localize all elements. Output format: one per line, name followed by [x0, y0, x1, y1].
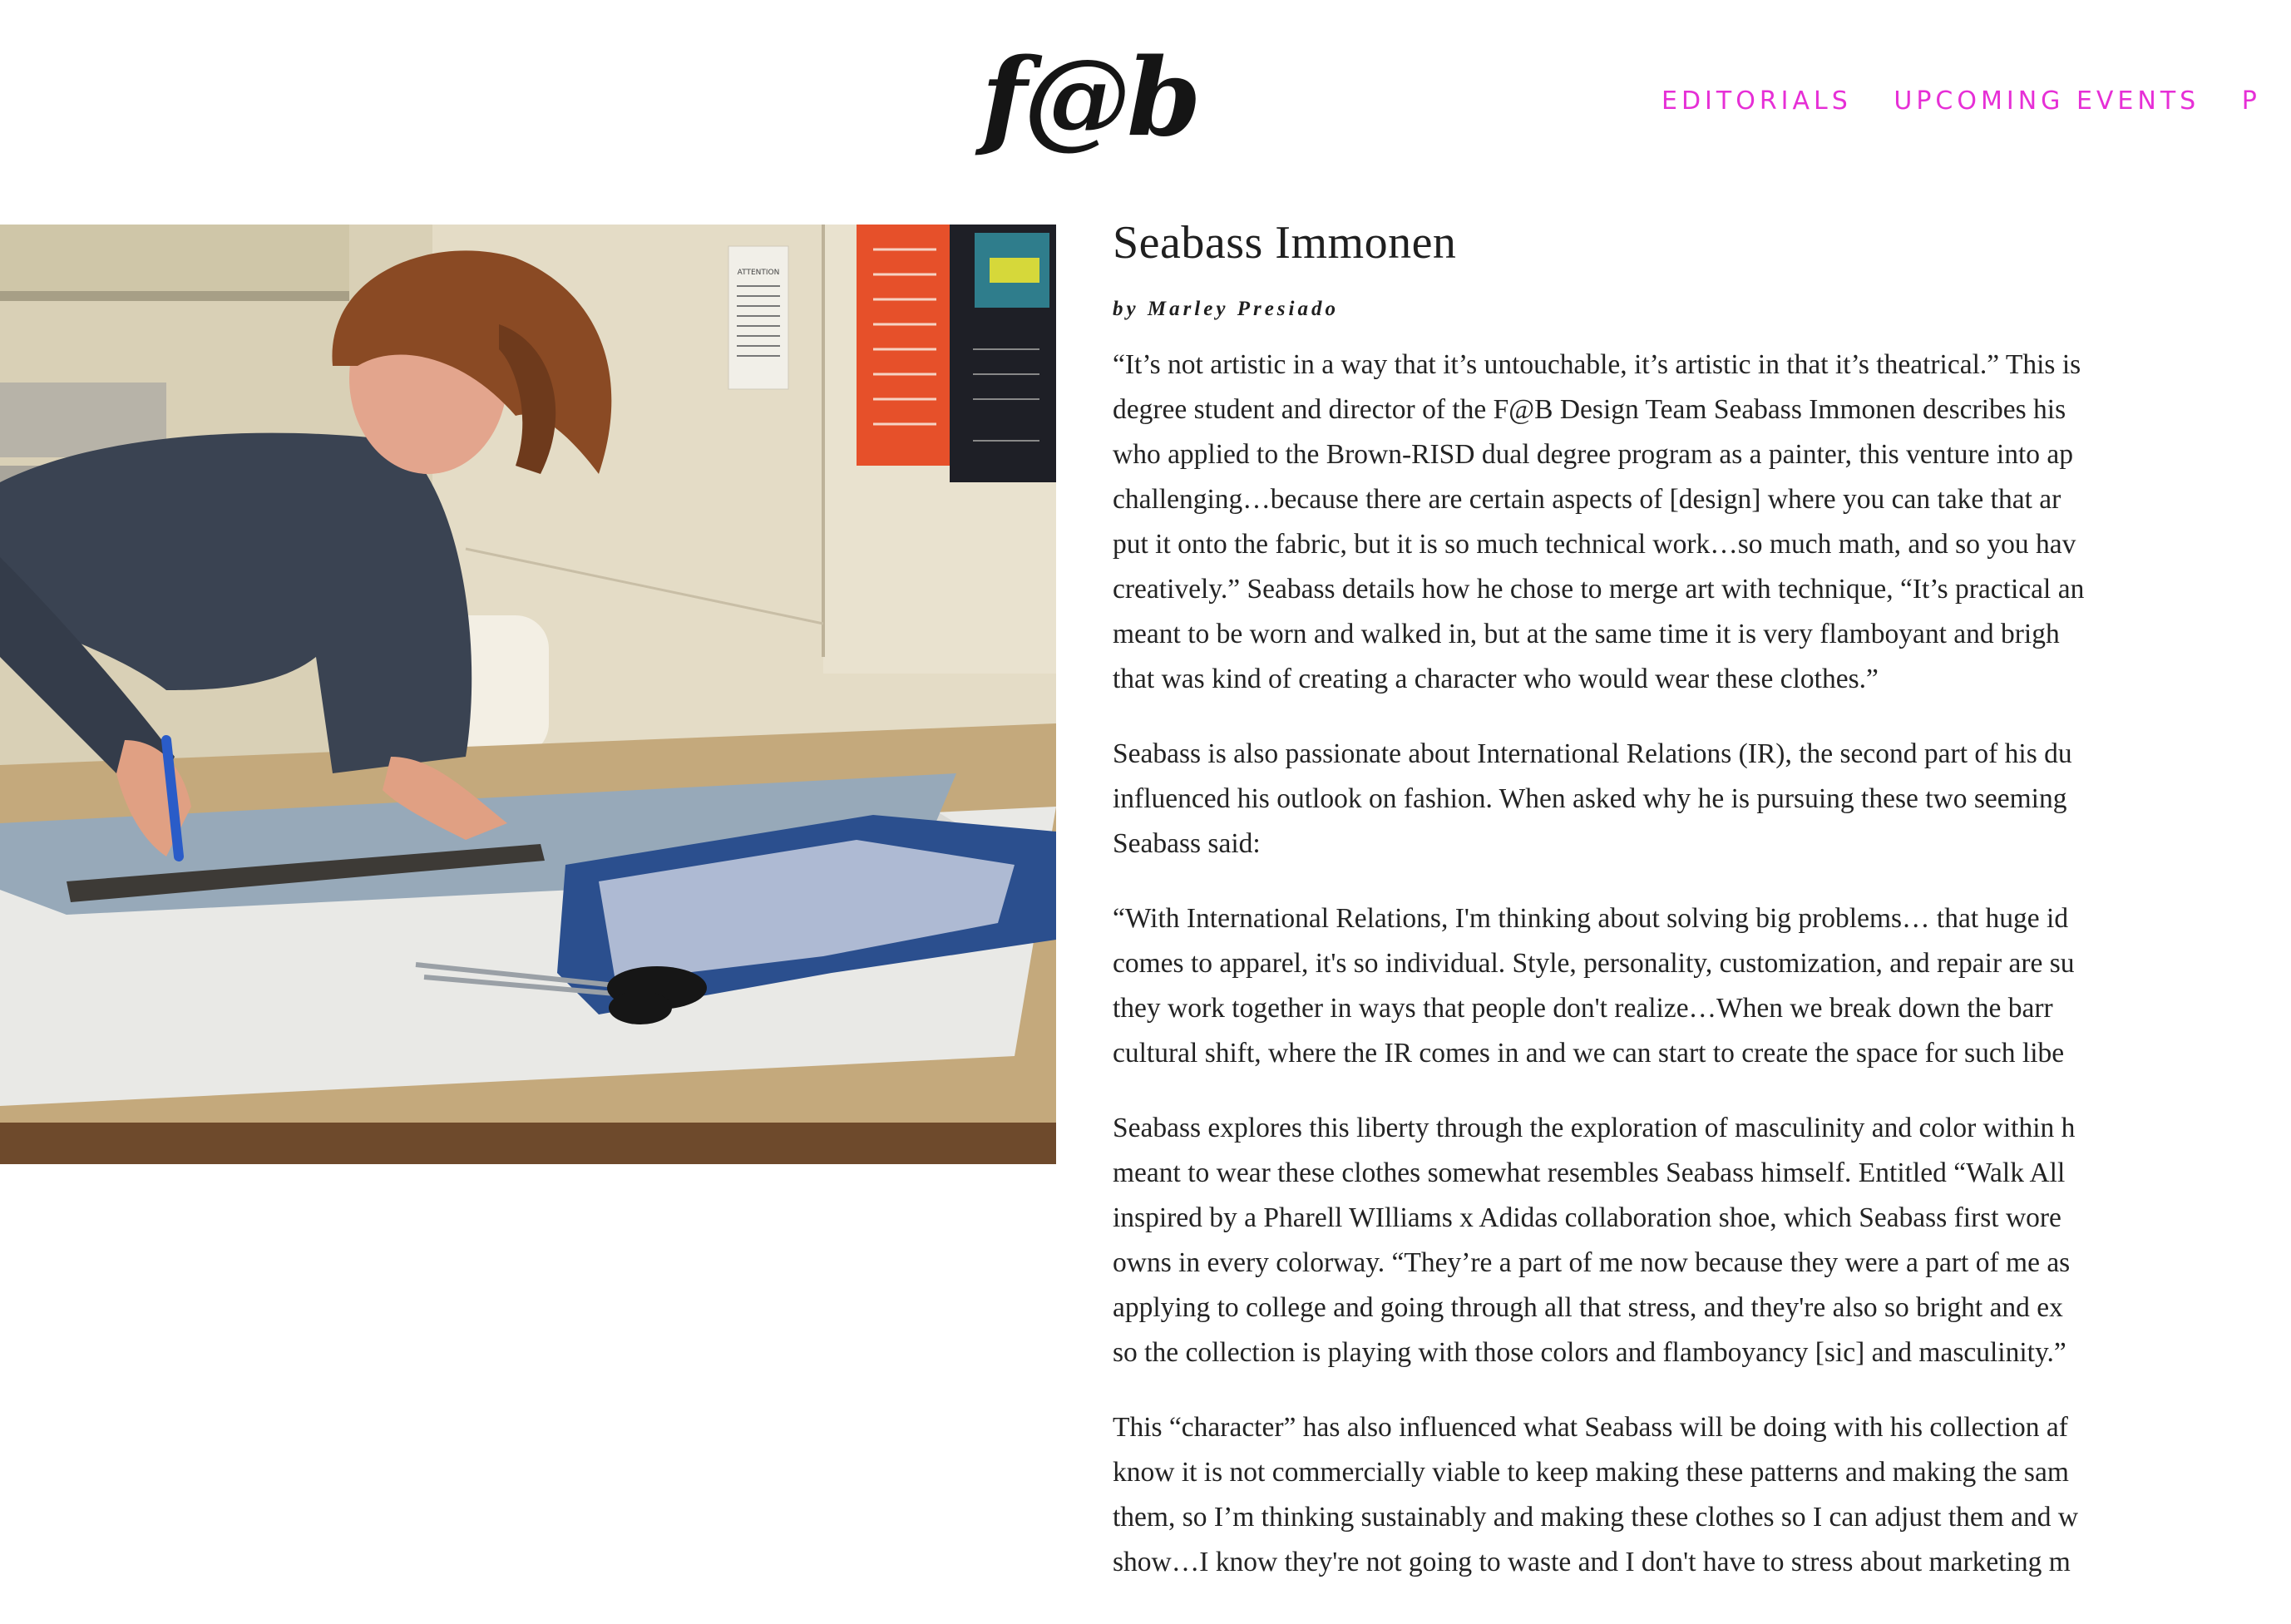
paragraph-2 [1113, 732, 2165, 866]
paragraph-line: challenging…because there are certain aspects of [design] where you can take that ar [1113, 484, 2061, 515]
paragraph-line: who applied to the Brown-RISD dual degree program as a painter, this venture into ap [1113, 439, 2074, 470]
paragraph-line: “With International Relations, I'm thinking about solving big problems… that huge id [1113, 903, 2069, 934]
article-photo [0, 225, 1056, 1164]
paragraph-line: so the collection is playing with those colors and flamboyancy [sic] and masculinity.” [1113, 1337, 2066, 1368]
paragraph-line: cultural shift, where the IR comes in and we can start to create the space for such libe [1113, 1038, 2065, 1069]
article [1113, 208, 2165, 1624]
red-poster [857, 225, 950, 466]
paragraph-line: creatively.” Seabass details how he chose to merge art with technique, “It’s practical an [1113, 574, 2085, 605]
paragraph-line: This “character” has also influenced what Seabass will be doing with his collection af [1113, 1412, 2068, 1443]
paragraph-line: meant to wear these clothes somewhat resembles Seabass himself. Entitled “Walk All [1113, 1158, 2066, 1188]
paragraph-line: inspired by a Pharell WIlliams x Adidas collaboration shoe, which Seabass first wore [1113, 1202, 2061, 1233]
paragraph-4 [1113, 1106, 2165, 1375]
paragraph-line: Seabass explores this liberty through the exploration of masculinity and color within h [1113, 1113, 2076, 1143]
nav-editorials[interactable]: EDITORIALS [1661, 86, 1852, 116]
paragraph-line: owns in every colorway. “They’re a part of me now because they were a part of me as [1113, 1247, 2071, 1278]
main-nav [1661, 86, 2291, 116]
paragraph-line: applying to college and going through all that stress, and they're also so bright and ex [1113, 1292, 2063, 1323]
nav-upcoming-events[interactable]: UPCOMING EVENTS [1894, 86, 2200, 116]
site-logo[interactable]: f@b [981, 36, 1198, 160]
article-title: Seabass Immonen [1113, 217, 1457, 269]
attention-poster [728, 246, 788, 389]
paragraph-3 [1113, 896, 2165, 1076]
paragraph-5 [1113, 1405, 2165, 1585]
paragraph-line: degree student and director of the F@B Design Team Seabass Immonen describes his [1113, 394, 2066, 425]
paragraph-1 [1113, 343, 2165, 702]
paragraph-line: them, so I’m thinking sustainably and making these clothes so I can adjust them and w [1113, 1502, 2079, 1533]
poster-heading: ATTENTION [737, 269, 780, 277]
paragraph-line: show…I know they're not going to waste and I don't have to stress about marketing m [1113, 1547, 2071, 1577]
paragraph-line: they work together in ways that people don't realize…When we break down the barr [1113, 993, 2053, 1024]
photo-illustration [0, 225, 1056, 1164]
paragraph-line: comes to apparel, it's so individual. Style, personality, customization, and repair are su [1113, 948, 2075, 979]
nav-item-truncated[interactable]: P [2241, 86, 2261, 116]
paragraph-line: “It’s not artistic in a way that it’s untouchable, it’s artistic in that it’s theatrical.” This is [1113, 349, 2081, 380]
paragraph-line: Seabass is also passionate about International Relations (IR), the second part of his du [1113, 738, 2072, 769]
paragraph-line: influenced his outlook on fashion. When asked why he is pursuing these two seeming [1113, 783, 2067, 814]
paragraph-line: that was kind of creating a character who would wear these clothes.” [1113, 664, 1879, 694]
article-byline: by Marley Presiado [1113, 298, 1339, 320]
paragraph-line: know it is not commercially viable to keep making these patterns and making the sam [1113, 1457, 2069, 1488]
paragraph-line: meant to be worn and walked in, but at the same time it is very flamboyant and brigh [1113, 619, 2060, 649]
paragraph-line: Seabass said: [1113, 828, 1261, 859]
site-header [0, 0, 2261, 216]
paragraph-line: put it onto the fabric, but it is so much technical work…so much math, and so you hav [1113, 529, 2076, 560]
